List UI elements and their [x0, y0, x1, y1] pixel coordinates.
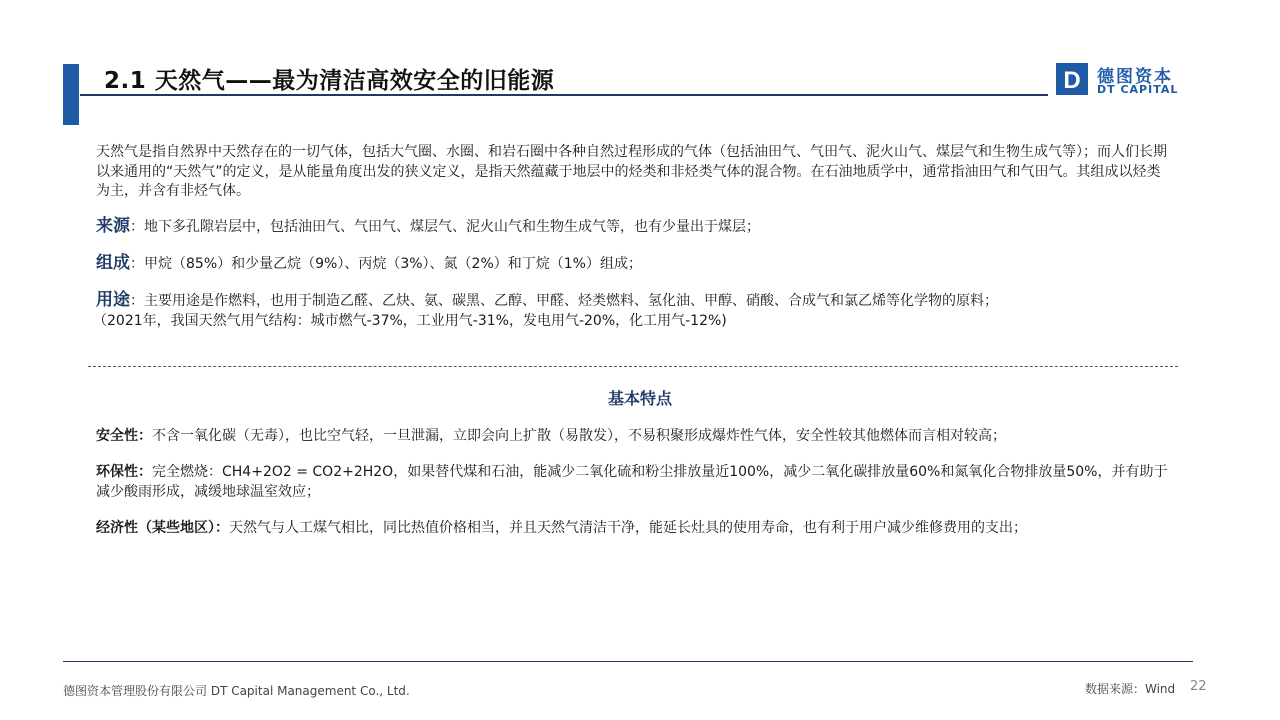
intro-paragraph: 天然气是指自然界中天然存在的一切气体，包括大气圈、水圈、和岩石圈中各种自然过程形成的气体（包括油田气、气田气、泥火山气、煤层气和生物生成气等）；而人们长期以来通用的“天然气”的定义，是从能量角度出发的狭义定义，是指天然蕴藏于地层中的烃类和非烃类气体的混合物。在石油地质学中，通常指油田气和气田气。其组成以烃类为主，并含有非烃气体。	[96, 144, 1167, 199]
footer-data-source: 数据来源：Wind	[1085, 682, 1176, 696]
composition-label: 组成	[96, 252, 130, 273]
source-text: ：地下多孔隙岩层中，包括油田气、气田气、煤层气、泥火山气和生物生成气等，也有少量出于煤层；	[130, 218, 760, 235]
logo-english-name: DT CAPITAL	[1097, 83, 1179, 96]
feature-environment	[96, 462, 1171, 502]
source-label: 来源	[96, 215, 130, 236]
logo-mark-text: D	[1063, 67, 1081, 94]
features-list	[96, 426, 1171, 554]
section-divider	[88, 366, 1178, 367]
company-logo	[1055, 62, 1180, 96]
usage-item	[93, 289, 1171, 331]
usage-text: ：主要用途是作燃料，也用于制造乙醛、乙炔、氨、碳黑、乙醇、甲醛、烃类燃料、氢化油、甲醇、硝酸、合成气和氯乙烯等化学物的原料；	[130, 292, 998, 309]
feature-economy-label: 经济性（某些地区）：	[96, 520, 229, 536]
feature-safety-text: 不含一氧化碳（无毒），也比空气轻，一旦泄漏，立即会向上扩散（易散发），不易积聚形成爆炸性气体，安全性较其他燃体而言相对较高；	[152, 428, 1006, 444]
feature-safety-label: 安全性：	[96, 428, 152, 444]
section-heading: 基本特点	[607, 389, 672, 408]
title-accent-bar	[63, 64, 79, 125]
source-item	[96, 216, 1171, 237]
usage-label: 用途	[96, 289, 130, 310]
page-number: 22	[1190, 679, 1207, 694]
feature-economy-text: 天然气与人工煤气相比，同比热值价格相当，并且天然气清洁干净，能延长灶具的使用寿命，也有利于用户减少维修费用的支出；	[229, 520, 1027, 536]
dt-logo-icon	[1055, 62, 1089, 96]
feature-environment-text: 完全燃烧：CH4+2O2 = CO2+2H2O，如果替代煤和石油，能减少二氧化硫和粉尘排放量近100%，减少二氧化碳排放量60%和氮氧化合物排放量50%，并有助于减少酸雨形成，减缓地球温室效应；	[96, 464, 1168, 500]
main-content	[93, 143, 1171, 347]
composition-item	[96, 253, 1171, 274]
footer-company: 德图资本管理股份有限公司 DT Capital Management Co., Ltd.	[63, 684, 410, 698]
page-title: 2.1 天然气——最为清洁高效安全的旧能源	[104, 68, 555, 94]
feature-environment-label: 环保性：	[96, 464, 152, 480]
usage-structure-note: （2021年，我国天然气用气结构：城市燃气-37%，工业用气-31%，发电用气-20%，化工用气-12%)	[93, 312, 727, 329]
feature-economy	[96, 518, 1171, 538]
feature-safety	[96, 426, 1171, 446]
footer-divider	[63, 661, 1193, 662]
logo-chinese-name: 德图资本	[1097, 67, 1173, 87]
composition-text: ：甲烷（85%）和少量乙烷（9%）、丙烷（3%）、氮（2%）和丁烷（1%）组成；	[130, 255, 642, 272]
